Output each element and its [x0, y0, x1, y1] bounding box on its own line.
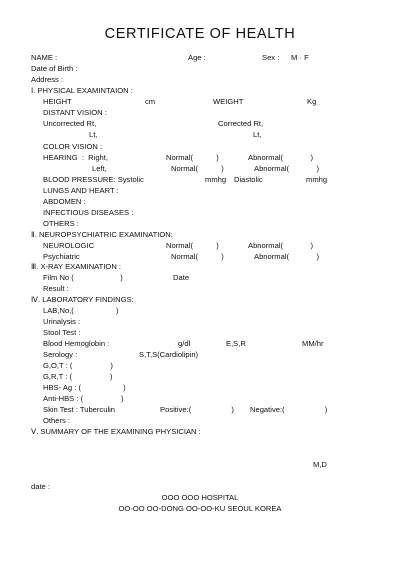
- got-label: G,O,T : ( ): [43, 361, 113, 370]
- physician-md-label: M,D: [313, 460, 327, 469]
- height-unit: cm: [145, 97, 156, 106]
- systolic-unit: mmhg: [205, 175, 227, 184]
- stool-test-label: Stool Test :: [43, 328, 81, 337]
- esr-label: E,S,R: [226, 339, 246, 348]
- lab-others-label: Others :: [43, 416, 71, 425]
- hemoglobin-label: Blood Hemoglobin :: [43, 339, 110, 348]
- section-2-heading: Ⅱ. NEUROPSYCHIATRIC EXAMINATION:: [31, 230, 173, 239]
- xray-result-label: Result :: [43, 284, 69, 293]
- hearing-right-normal: Normal( ): [166, 153, 219, 162]
- hearing-left-abnormal: Abnormal( ): [254, 164, 319, 173]
- hospital-name: OOO OOO HOSPITAL: [161, 493, 239, 502]
- address-label: Address :: [31, 75, 64, 84]
- psychiatric-label: Psychiatric: [43, 252, 80, 261]
- lungs-heart-label: LUNGS AND HEART :: [43, 186, 119, 195]
- section-5-heading: Ⅴ. SUMMARY OF THE EXAMINING PHYSICIAN :: [31, 427, 201, 436]
- weight-label: WEIGHT: [213, 97, 244, 106]
- hearing-right-abnormal: Abnormal( ): [248, 153, 313, 162]
- uncorrected-label: Uncorrected Rt,: [43, 119, 97, 128]
- date-label: date :: [31, 482, 50, 491]
- name-label: NAME :: [31, 53, 58, 62]
- sts-label: S,T,S(Cardiolipin): [139, 350, 199, 359]
- grt-label: G,R,T : ( ): [43, 372, 113, 381]
- film-no-label: Film No ( ): [43, 273, 123, 282]
- hearing-left-label: Left,: [92, 164, 107, 173]
- lab-no-label: LAB,No,( ): [43, 306, 119, 315]
- hemoglobin-unit: g/dl: [178, 339, 191, 348]
- abdomen-label: ABDOMEN :: [43, 197, 86, 206]
- diastolic-label: Diastolic: [234, 175, 263, 184]
- blood-pressure-label: BLOOD PRESSURE: Systolic: [43, 175, 144, 184]
- document-title: CERTIFICATE OF HEALTH: [104, 26, 296, 42]
- section-3-heading: Ⅲ. X-RAY EXAMINATION :: [31, 262, 122, 271]
- distant-vision-label: DISTANT VISION :: [43, 108, 107, 117]
- section-1-heading: Ⅰ. PHYSICAL EXAMINTAION :: [31, 86, 133, 95]
- skin-test-positive: Positive:( ): [160, 405, 234, 414]
- hearing-left-normal: Normal( ): [171, 164, 224, 173]
- psychiatric-normal: Normal( ): [171, 252, 224, 261]
- hospital-address: OO-OO OO-DONG OO-OO-KU SEOUL KOREA: [118, 504, 282, 513]
- serology-label: Serology :: [43, 350, 78, 359]
- section-4-heading: Ⅳ. LABORATORY FINDINGS:: [31, 295, 134, 304]
- psychiatric-abnormal: Abnormal( ): [254, 252, 319, 261]
- skin-test-label: Skin Test : Tuberculin: [43, 405, 116, 414]
- others-label: OTHERS :: [43, 219, 79, 228]
- dob-label: Date of Birth :: [31, 64, 78, 73]
- uncorrected-left-label: Lt,: [89, 130, 98, 139]
- height-label: HEIGHT: [43, 97, 72, 106]
- corrected-label: Corrected Rt,: [218, 119, 264, 128]
- neurologic-normal: Normal( ): [166, 241, 219, 250]
- corrected-left-label: Lt,: [253, 130, 262, 139]
- infectious-diseases-label: INFECTIOUS DISEASES :: [43, 208, 134, 217]
- neurologic-abnormal: Abnormal( ): [248, 241, 313, 250]
- anti-hbs-label: Anti-HBS : ( ): [43, 394, 124, 403]
- sex-options: M · F: [291, 53, 309, 62]
- neurologic-label: NEUROLOGIC: [43, 241, 95, 250]
- sex-label: Sex :: [262, 53, 280, 62]
- diastolic-unit: mmhg: [306, 175, 328, 184]
- hbs-ag-label: HBS- Ag : ( ): [43, 383, 126, 392]
- skin-test-negative: Negative:( ): [250, 405, 328, 414]
- urinalysis-label: Urinalysis :: [43, 317, 81, 326]
- xray-date-label: Date: [173, 273, 190, 282]
- color-vision-label: COLOR VISION :: [43, 142, 103, 151]
- esr-unit: MM/hr: [302, 339, 324, 348]
- hearing-label: HEARING : Right,: [43, 153, 108, 162]
- weight-unit: Kg: [307, 97, 317, 106]
- age-label: Age :: [188, 53, 206, 62]
